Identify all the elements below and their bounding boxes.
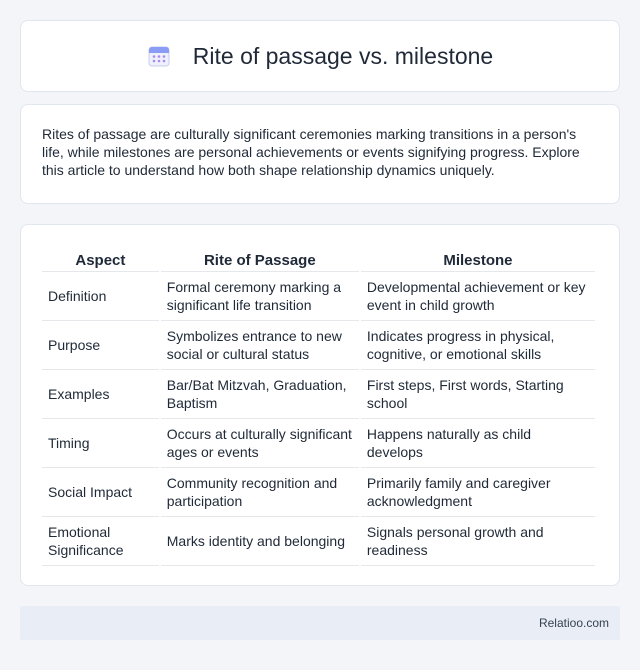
header-aspect: Aspect bbox=[42, 245, 159, 272]
table-row bbox=[42, 468, 595, 517]
header-rite-of-passage: Rite of Passage bbox=[161, 245, 359, 272]
header-milestone: Milestone bbox=[361, 245, 595, 272]
table-row bbox=[42, 370, 595, 419]
table-row bbox=[42, 419, 595, 468]
cell-rite: Formal ceremony marking a significant life transition bbox=[161, 272, 359, 321]
cell-milestone: Happens naturally as child develops bbox=[361, 419, 595, 468]
table-row bbox=[42, 272, 595, 321]
table-row bbox=[42, 517, 595, 566]
comparison-card bbox=[20, 224, 620, 586]
cell-milestone: Primarily family and caregiver acknowledgment bbox=[361, 468, 595, 517]
footer-brand-link[interactable]: Relatioo.com bbox=[538, 616, 609, 630]
cell-aspect: Definition bbox=[42, 272, 159, 321]
footer bbox=[20, 606, 620, 640]
comparison-table bbox=[40, 245, 597, 566]
cell-aspect: Social Impact bbox=[42, 468, 159, 517]
intro-card bbox=[20, 104, 620, 204]
title-card bbox=[20, 20, 620, 92]
cell-aspect: Examples bbox=[42, 370, 159, 419]
cell-aspect: Emotional Significance bbox=[42, 517, 159, 566]
table-header-row bbox=[42, 245, 595, 272]
cell-milestone: Developmental achievement or key event in child growth bbox=[361, 272, 595, 321]
cell-rite: Bar/Bat Mitzvah, Graduation, Baptism bbox=[161, 370, 359, 419]
cell-rite: Symbolizes entrance to new social or cultural status bbox=[161, 321, 359, 370]
cell-rite: Community recognition and participation bbox=[161, 468, 359, 517]
cell-milestone: Indicates progress in physical, cognitive, or emotional skills bbox=[361, 321, 595, 370]
cell-aspect: Purpose bbox=[42, 321, 159, 370]
calendar-icon bbox=[147, 44, 171, 68]
cell-rite: Occurs at culturally significant ages or events bbox=[161, 419, 359, 468]
page-title: Rite of passage vs. milestone bbox=[192, 42, 494, 69]
cell-milestone: First steps, First words, Starting school bbox=[361, 370, 595, 419]
intro-text: Rites of passage are culturally significant ceremonies marking transitions in a person's life, while milestones are personal achievements or events signifying progress. Explore this article to understand how both shape relationship dynamics uniquely. bbox=[42, 126, 580, 178]
cell-milestone: Signals personal growth and readiness bbox=[361, 517, 595, 566]
table-row bbox=[42, 321, 595, 370]
cell-rite: Marks identity and belonging bbox=[161, 517, 359, 566]
cell-aspect: Timing bbox=[42, 419, 159, 468]
